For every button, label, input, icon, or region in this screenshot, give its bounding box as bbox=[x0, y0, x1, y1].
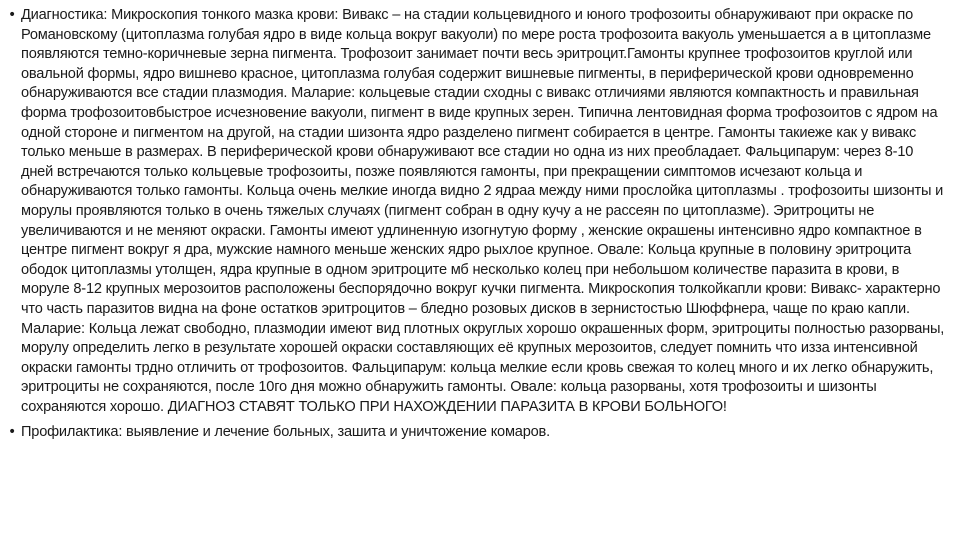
bullet-diagnostics bbox=[10, 6, 945, 417]
bullet-marker-icon: • bbox=[8, 424, 17, 441]
bullet-prevention-text: Профилактика: выявление и лечение больных, зашита и уничтожение комаров. bbox=[21, 424, 550, 441]
bullet-diagnostics-text: Диагностика: Микроскопия тонкого мазка крови: Вивакс – на стадии кольцевидного и юного трофозоиты обнаруживают при окраске по Романовскому (цитоплазма голубая ядро в виде кольца вокруг вакуоли) по мере роста трофозоита вакуоль уменьшается а в цитоплазме появляются темно-коричневые зерна пигмента. Трофозоит занимает почти весь эритроцит.Гамонты крупнее трофозоитов круглой или овальной формы, ядро вишнево красное, цитоплазма голубая содержит вишневые пигменты, в периферической крови одновременно обнаруживаются все стадии плазмодия. Маларие: кольцевые стадии сходны с вивакс отличиями являются компактность и правильная форма трофозоитовбыстрое исчезновение вакуоли, пигмент в виде крупных зерен. Типична лентовидная форма трофозоитов с ядром на одной стороне и пигментом на другой, на стадии шизонта ядро разделено пигмент собирается в центре. Гамонты такиеже как у вивакс только меньше в размерах. В периферической крови обнаруживают все стадии но одна из них преобладает. Фальципарум: через 8-10 дней встречаются только кольцевые трофозоиты, позже появляются гамонты, при прекращении симптомов исчезают кольца и обнаруживаются только гамонты. Кольца очень мелкие иногда видно 2 ядраа между ними прослойка цитоплазмы . трофозоиты шизонты и морулы проявляются только в очень тяжелых случаях (пигмент собран в одну кучу а не рассеян по цитоплазме). Эритроциты не увеличиваются и не меняют окраски. Гамонты имеют удлиненную изогнутую форму , женские окрашены интенсивно ядро компактное в центре пигмент вокруг я дра, мужские намного меньше женских ядро рыхлое крупное. Овале: Кольца крупные в половину эритроцита ободок цитоплазмы утолщен, ядра крупные в одном эритроците мб несколько колец при небольшом количестве паразита в крови, в моруле 8-12 крупных мерозоитов расположены беспорядочно вокруг кучки пигмента. Микроскопия толкойкапли крови: Вивакс- характерно что часть паразитов видна на фоне остатков эритроцитов – бледно розовых дисков в зернистостью Шюффнера, чаще по краю капли. Маларие: Кольца лежат свободно, плазмодии имеют вид плотных округлых хорошо окрашенных форм, эритроциты полностью разорваны, морулу определить легко в результате хорошей окраски составляющих её крупных мерозоитов, следует помнить что изза интенсивной окраски гамонты трдно отличить от трофозоитов. Фальципарум: кольца мелкие если кровь свежая то колец много и их легко обнаружить, эритроциты не сохраняются, после 10го дня можно обнаружить гамонты. Овале: кольца разорваны, хотя трофозоиты и шизонты сохраняются хорошо. ДИАГНОЗ СТАВЯТ ТОЛЬКО ПРИ НАХОЖДЕНИИ ПАРАЗИТА В КРОВИ БОЛЬНОГО! bbox=[21, 7, 945, 415]
bullet-list bbox=[10, 6, 945, 443]
bullet-marker-icon: • bbox=[8, 7, 17, 23]
bullet-prevention bbox=[10, 423, 945, 443]
